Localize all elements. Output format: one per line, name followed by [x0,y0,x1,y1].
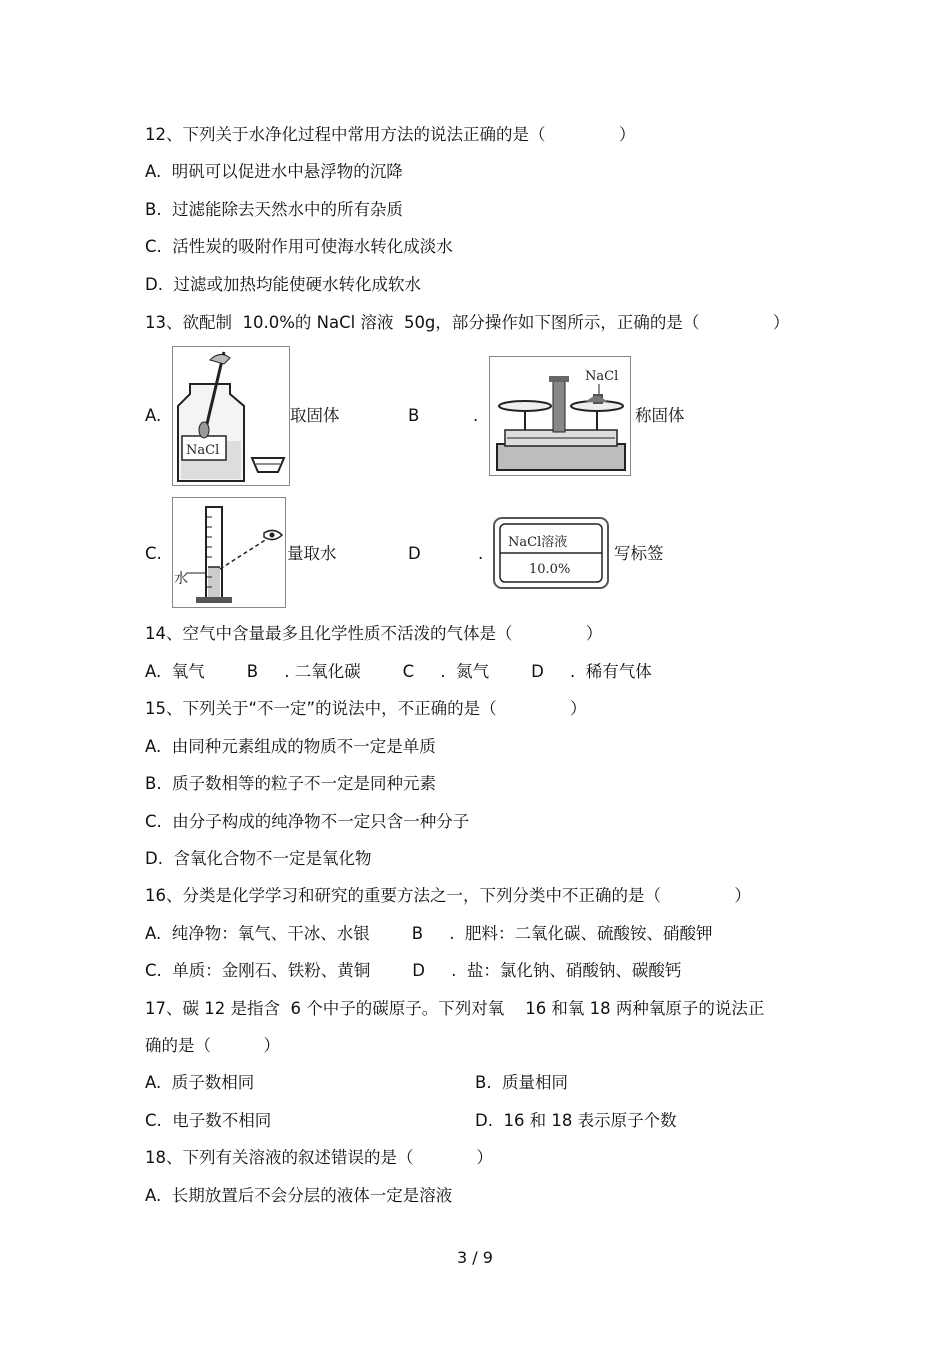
q15-option-d: D. 含氧化合物不一定是氧化物 [145,849,372,868]
q15-option-c: C. 由分子构成的纯净物不一定只含一种分子 [145,812,470,831]
q15-stem: 15、下列关于“不一定”的说法中，不正确的是（ ） [145,699,587,718]
q17-option-c: C. 电子数不相同 [145,1111,272,1130]
water-label: 水 [174,571,188,587]
q13-option-d-dot: . [478,544,484,563]
q13-option-a-caption: 取固体 [290,406,340,425]
graduated-cylinder-figure [172,497,286,608]
q17-option-a: A. 质子数相同 [145,1073,255,1092]
q17-option-d: D. 16 和 18 表示原子个数 [475,1111,677,1130]
label-line-1: NaCl溶液 [508,535,568,550]
q13-stem: 13、欲配制 10.0%的 NaCl 溶液 50g，部分操作如下图所示，正确的是（ ） [145,313,790,332]
q18-stem: 18、下列有关溶液的叙述错误的是（ ） [145,1148,493,1167]
q14-stem: 14、空气中含量最多且化学性质不活泼的气体是（ ） [145,624,603,643]
q13-option-d-caption: 写标签 [614,544,664,563]
q13-option-b-caption: 称固体 [635,406,685,425]
q17-stem-line-1: 17、碳 12 是指含 6 个中子的碳原子。下列对氧 16 和氧 18 两种氧原子的说法正 [145,999,765,1018]
q16-stem: 16、分类是化学学习和研究的重要方法之一，下列分类中不正确的是（ ） [145,886,751,905]
q12-option-a: A. 明矾可以促进水中悬浮物的沉降 [145,162,403,181]
q15-option-a: A. 由同种元素组成的物质不一定是单质 [145,737,436,756]
q15-option-b: B. 质子数相等的粒子不一定是同种元素 [145,774,437,793]
balance-figure [489,356,631,476]
q12-option-c: C. 活性炭的吸附作用可使海水转化成淡水 [145,237,453,256]
label-line-2: 10.0% [529,562,571,577]
label-figure [493,517,609,589]
q12-stem: 12、下列关于水净化过程中常用方法的说法正确的是（ ） [145,125,636,144]
reagent-bottle-figure [172,346,290,486]
q13-option-c-letter: C. [145,544,162,563]
q13-option-b-dot: . [473,406,479,425]
q16-options-cd: C. 单质：金刚石、铁粉、黄铜 D . 盐：氯化钠、硝酸钠、碳酸钙 [145,961,682,980]
bottle-label: NaCl [186,443,220,458]
q13-option-b-letter: B [408,406,420,425]
q18-option-a: A. 长期放置后不会分层的液体一定是溶液 [145,1186,453,1205]
q16-options-ab: A. 纯净物：氧气、干冰、水银 B . 肥料：二氧化碳、硫酸铵、硝酸钾 [145,924,713,943]
q17-option-b: B. 质量相同 [475,1073,569,1092]
q17-stem-line-2: 确的是（ ） [145,1036,280,1055]
q12-option-b: B. 过滤能除去天然水中的所有杂质 [145,200,404,219]
q13-option-c-caption: 量取水 [287,544,337,563]
q13-option-d-letter: D [408,544,421,563]
q13-option-a-letter: A. [145,406,162,425]
balance-label: NaCl [585,369,619,384]
page-number: 3 / 9 [457,1248,493,1267]
q12-option-d: D. 过滤或加热均能使硬水转化成软水 [145,275,421,294]
q14-options: A. 氧气 B . 二氧化碳 C . 氮气 D . 稀有气体 [145,662,652,681]
